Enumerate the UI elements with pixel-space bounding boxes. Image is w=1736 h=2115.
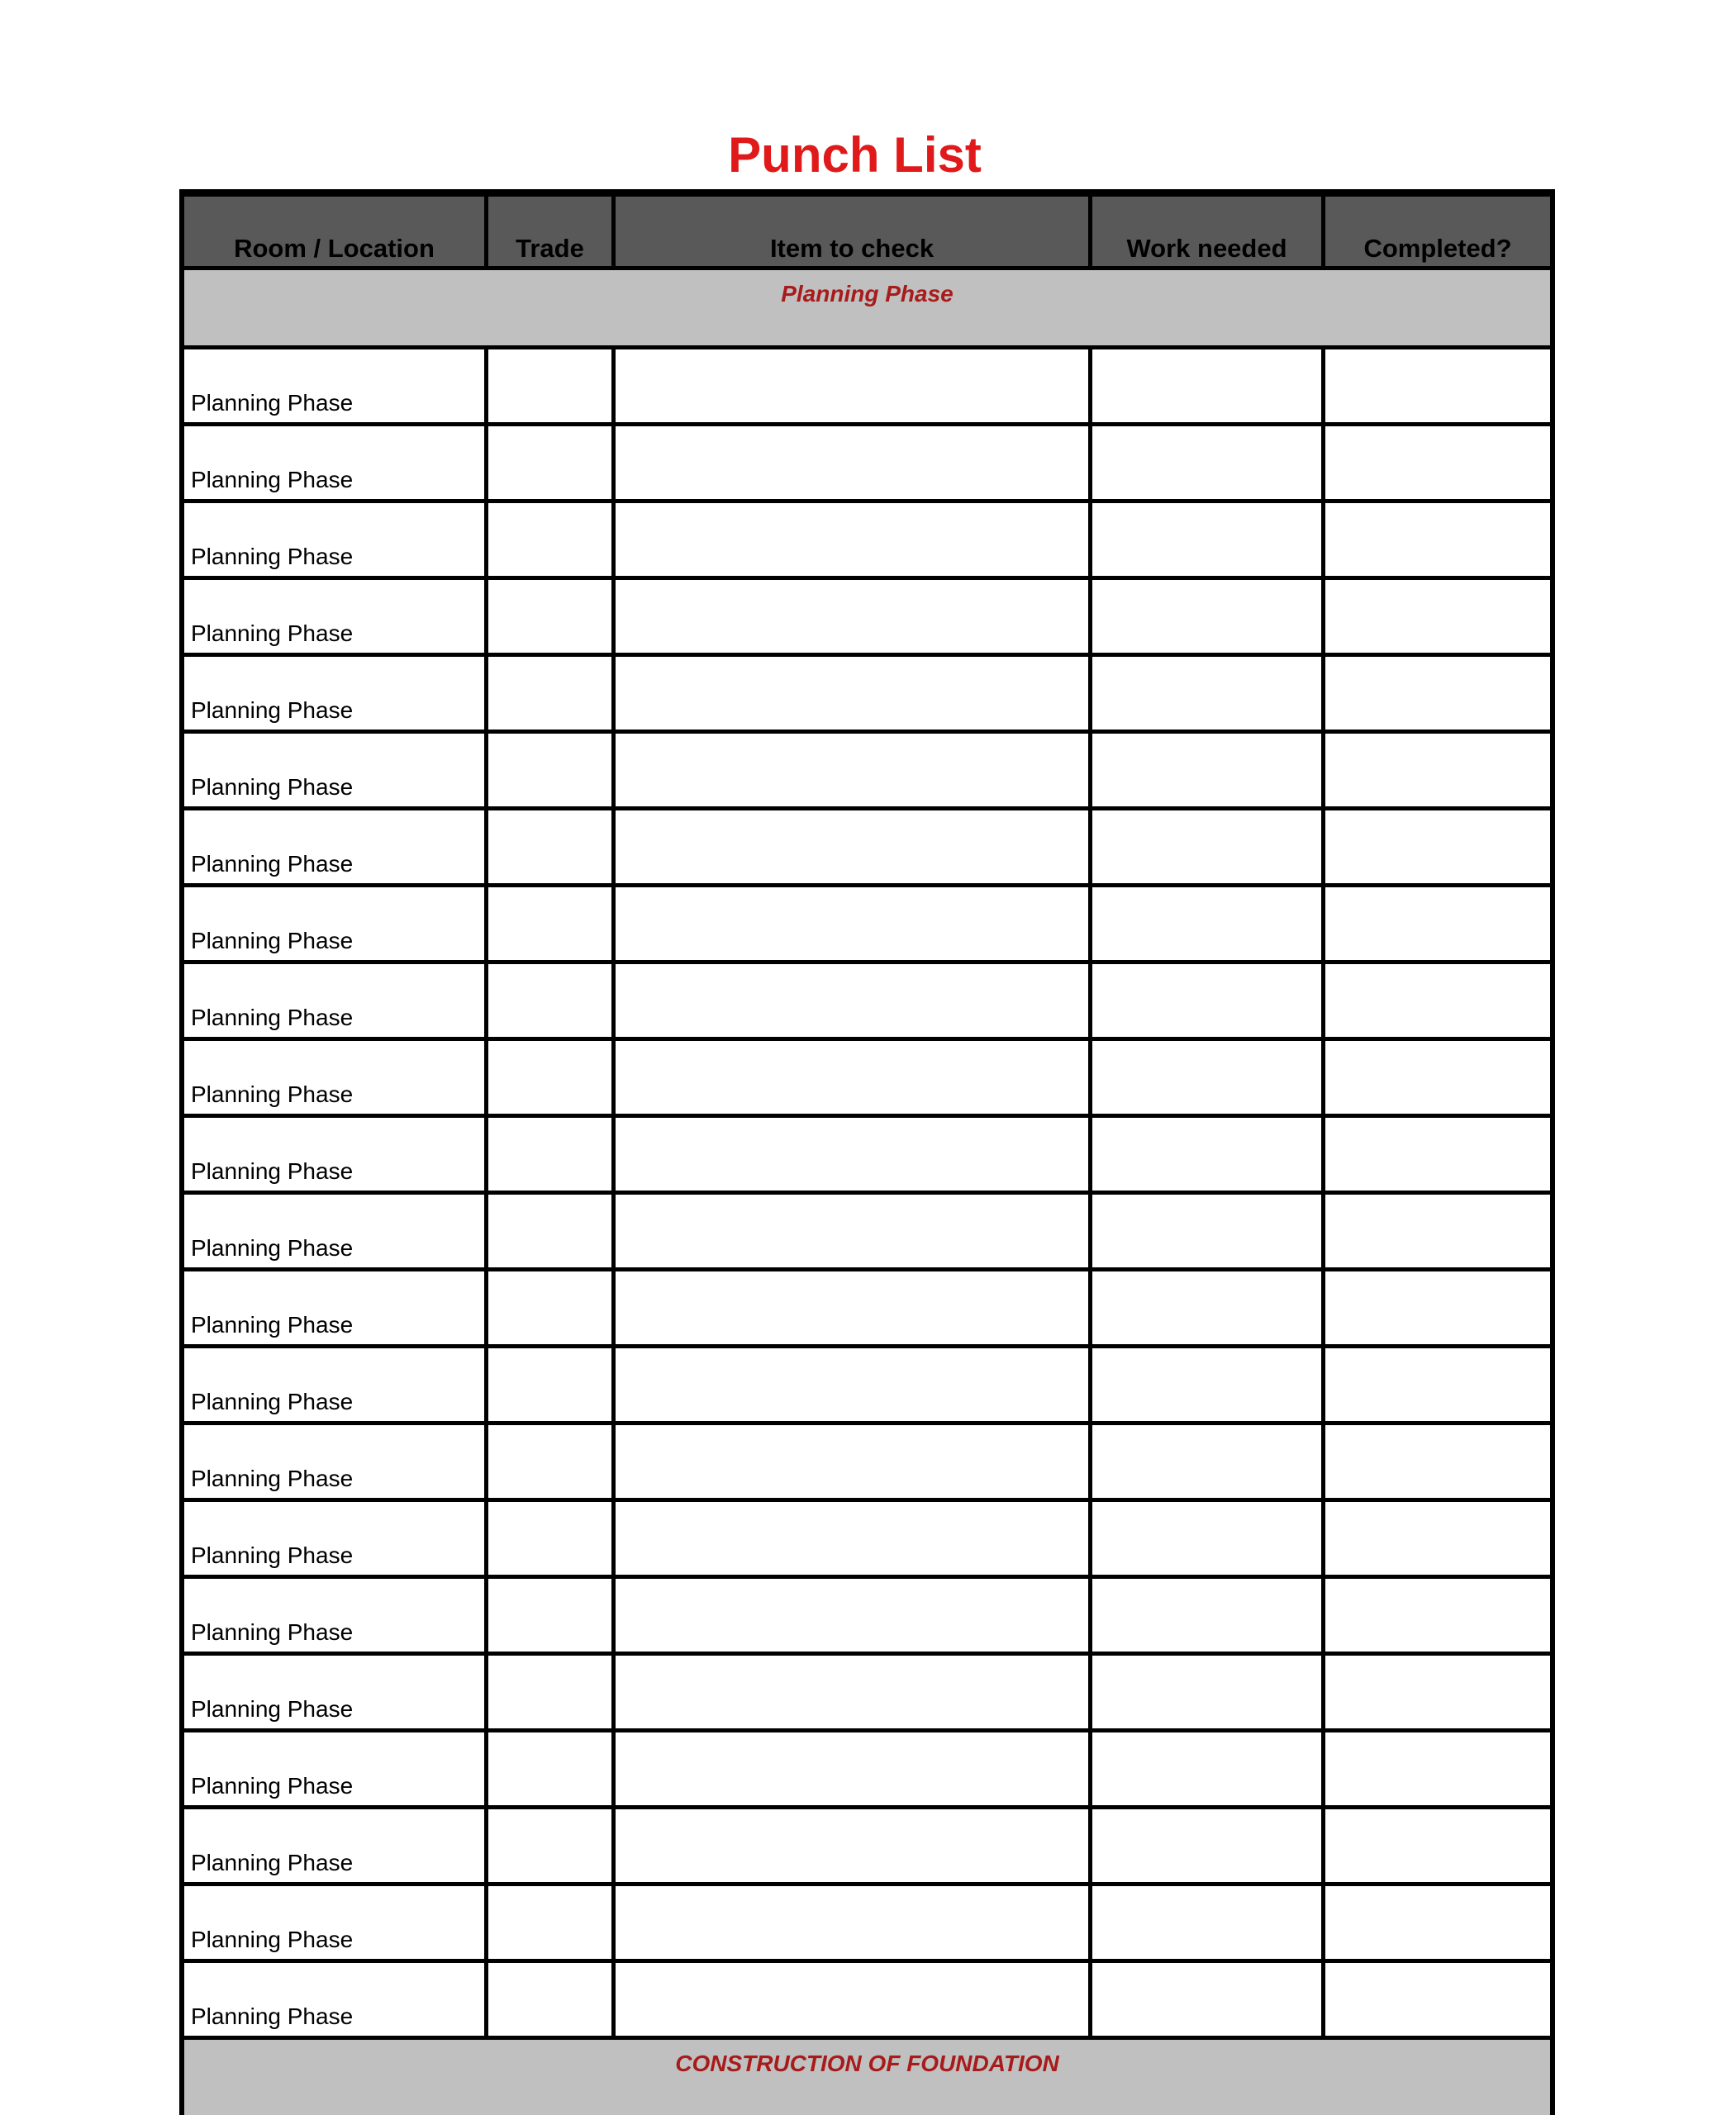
cell-completed[interactable]: [1325, 1963, 1550, 2036]
cell-room-location[interactable]: Planning Phase: [184, 1425, 484, 1498]
column-header-work-needed: Work needed: [1092, 197, 1321, 266]
cell-work-needed[interactable]: [1092, 1348, 1321, 1421]
cell-completed[interactable]: [1325, 1271, 1550, 1344]
cell-room-location[interactable]: Planning Phase: [184, 734, 484, 806]
cell-room-location[interactable]: Planning Phase: [184, 580, 484, 653]
cell-item-to-check[interactable]: [616, 580, 1088, 653]
cell-trade[interactable]: [488, 1809, 611, 1882]
cell-item-to-check[interactable]: [616, 1963, 1088, 2036]
cell-trade[interactable]: [488, 1886, 611, 1959]
cell-trade[interactable]: [488, 887, 611, 960]
cell-trade[interactable]: [488, 1348, 611, 1421]
cell-item-to-check[interactable]: [616, 1041, 1088, 1114]
cell-item-to-check[interactable]: [616, 1348, 1088, 1421]
cell-room-location[interactable]: Planning Phase: [184, 657, 484, 730]
cell-work-needed[interactable]: [1092, 580, 1321, 653]
cell-completed[interactable]: [1325, 810, 1550, 883]
cell-room-location[interactable]: Planning Phase: [184, 1963, 484, 2036]
cell-item-to-check[interactable]: [616, 810, 1088, 883]
cell-room-location[interactable]: Planning Phase: [184, 1271, 484, 1344]
cell-item-to-check[interactable]: [616, 1271, 1088, 1344]
cell-trade[interactable]: [488, 349, 611, 422]
cell-item-to-check[interactable]: [616, 734, 1088, 806]
column-header-completed: Completed?: [1325, 197, 1550, 266]
cell-room-location[interactable]: Planning Phase: [184, 1348, 484, 1421]
section-header-planning-phase: Planning Phase: [184, 270, 1550, 345]
cell-item-to-check[interactable]: [616, 1732, 1088, 1805]
cell-trade[interactable]: [488, 810, 611, 883]
column-header-room-location: Room / Location: [184, 197, 484, 266]
cell-work-needed[interactable]: [1092, 1732, 1321, 1805]
cell-completed[interactable]: [1325, 349, 1550, 422]
cell-work-needed[interactable]: [1092, 810, 1321, 883]
cell-work-needed[interactable]: [1092, 1579, 1321, 1652]
cell-work-needed[interactable]: [1092, 1963, 1321, 2036]
cell-trade[interactable]: [488, 1041, 611, 1114]
cell-completed[interactable]: [1325, 580, 1550, 653]
cell-room-location[interactable]: Planning Phase: [184, 887, 484, 960]
cell-room-location[interactable]: Planning Phase: [184, 503, 484, 576]
cell-room-location[interactable]: Planning Phase: [184, 1579, 484, 1652]
cell-room-location[interactable]: Planning Phase: [184, 1732, 484, 1805]
cell-work-needed[interactable]: [1092, 1502, 1321, 1575]
cell-room-location[interactable]: Planning Phase: [184, 349, 484, 422]
cell-item-to-check[interactable]: [616, 1809, 1088, 1882]
cell-completed[interactable]: [1325, 1579, 1550, 1652]
cell-item-to-check[interactable]: [616, 964, 1088, 1037]
cell-completed[interactable]: [1325, 1348, 1550, 1421]
cell-trade[interactable]: [488, 503, 611, 576]
cell-room-location[interactable]: Planning Phase: [184, 1118, 484, 1191]
cell-work-needed[interactable]: [1092, 1886, 1321, 1959]
cell-completed[interactable]: [1325, 1656, 1550, 1728]
cell-trade[interactable]: [488, 1656, 611, 1728]
cell-completed[interactable]: [1325, 1809, 1550, 1882]
cell-trade[interactable]: [488, 1579, 611, 1652]
section-header-construction-of-foundation: CONSTRUCTION OF FOUNDATION: [184, 2040, 1550, 2115]
cell-item-to-check[interactable]: [616, 503, 1088, 576]
cell-trade[interactable]: [488, 1963, 611, 2036]
cell-work-needed[interactable]: [1092, 1271, 1321, 1344]
cell-work-needed[interactable]: [1092, 964, 1321, 1037]
cell-trade[interactable]: [488, 1195, 611, 1267]
cell-work-needed[interactable]: [1092, 1425, 1321, 1498]
cell-room-location[interactable]: Planning Phase: [184, 1656, 484, 1728]
cell-trade[interactable]: [488, 734, 611, 806]
cell-work-needed[interactable]: [1092, 1118, 1321, 1191]
cell-item-to-check[interactable]: [616, 1579, 1088, 1652]
cell-completed[interactable]: [1325, 887, 1550, 960]
cell-work-needed[interactable]: [1092, 1656, 1321, 1728]
cell-trade[interactable]: [488, 657, 611, 730]
cell-work-needed[interactable]: [1092, 1195, 1321, 1267]
cell-item-to-check[interactable]: [616, 1656, 1088, 1728]
page-title: Punch List: [728, 127, 982, 183]
cell-work-needed[interactable]: [1092, 426, 1321, 499]
cell-completed[interactable]: [1325, 734, 1550, 806]
cell-completed[interactable]: [1325, 426, 1550, 499]
cell-trade[interactable]: [488, 426, 611, 499]
cell-item-to-check[interactable]: [616, 887, 1088, 960]
cell-item-to-check[interactable]: [616, 1118, 1088, 1191]
cell-item-to-check[interactable]: [616, 349, 1088, 422]
cell-trade[interactable]: [488, 964, 611, 1037]
cell-completed[interactable]: [1325, 1886, 1550, 1959]
cell-room-location[interactable]: Planning Phase: [184, 1041, 484, 1114]
cell-completed[interactable]: [1325, 1425, 1550, 1498]
cell-room-location[interactable]: Planning Phase: [184, 964, 484, 1037]
column-header-item-to-check: Item to check: [616, 197, 1088, 266]
cell-work-needed[interactable]: [1092, 349, 1321, 422]
cell-completed[interactable]: [1325, 1041, 1550, 1114]
cell-item-to-check[interactable]: [616, 426, 1088, 499]
cell-work-needed[interactable]: [1092, 887, 1321, 960]
column-header-trade: Trade: [488, 197, 611, 266]
cell-completed[interactable]: [1325, 1195, 1550, 1267]
cell-trade[interactable]: [488, 580, 611, 653]
cell-work-needed[interactable]: [1092, 734, 1321, 806]
cell-item-to-check[interactable]: [616, 1425, 1088, 1498]
cell-work-needed[interactable]: [1092, 657, 1321, 730]
cell-trade[interactable]: [488, 1271, 611, 1344]
cell-trade[interactable]: [488, 1425, 611, 1498]
punch-list-table: [179, 189, 1555, 2115]
cell-item-to-check[interactable]: [616, 1502, 1088, 1575]
cell-trade[interactable]: [488, 1502, 611, 1575]
cell-room-location[interactable]: Planning Phase: [184, 1809, 484, 1882]
cell-trade[interactable]: [488, 1732, 611, 1805]
cell-completed[interactable]: [1325, 1732, 1550, 1805]
cell-work-needed[interactable]: [1092, 503, 1321, 576]
cell-trade[interactable]: [488, 1118, 611, 1191]
cell-work-needed[interactable]: [1092, 1041, 1321, 1114]
cell-item-to-check[interactable]: [616, 1886, 1088, 1959]
cell-completed[interactable]: [1325, 657, 1550, 730]
cell-work-needed[interactable]: [1092, 1809, 1321, 1882]
cell-item-to-check[interactable]: [616, 657, 1088, 730]
cell-completed[interactable]: [1325, 1118, 1550, 1191]
cell-room-location[interactable]: Planning Phase: [184, 1195, 484, 1267]
cell-completed[interactable]: [1325, 503, 1550, 576]
cell-room-location[interactable]: Planning Phase: [184, 1886, 484, 1959]
cell-item-to-check[interactable]: [616, 1195, 1088, 1267]
cell-completed[interactable]: [1325, 964, 1550, 1037]
cell-completed[interactable]: [1325, 1502, 1550, 1575]
cell-room-location[interactable]: Planning Phase: [184, 1502, 484, 1575]
cell-room-location[interactable]: Planning Phase: [184, 810, 484, 883]
cell-room-location[interactable]: Planning Phase: [184, 426, 484, 499]
